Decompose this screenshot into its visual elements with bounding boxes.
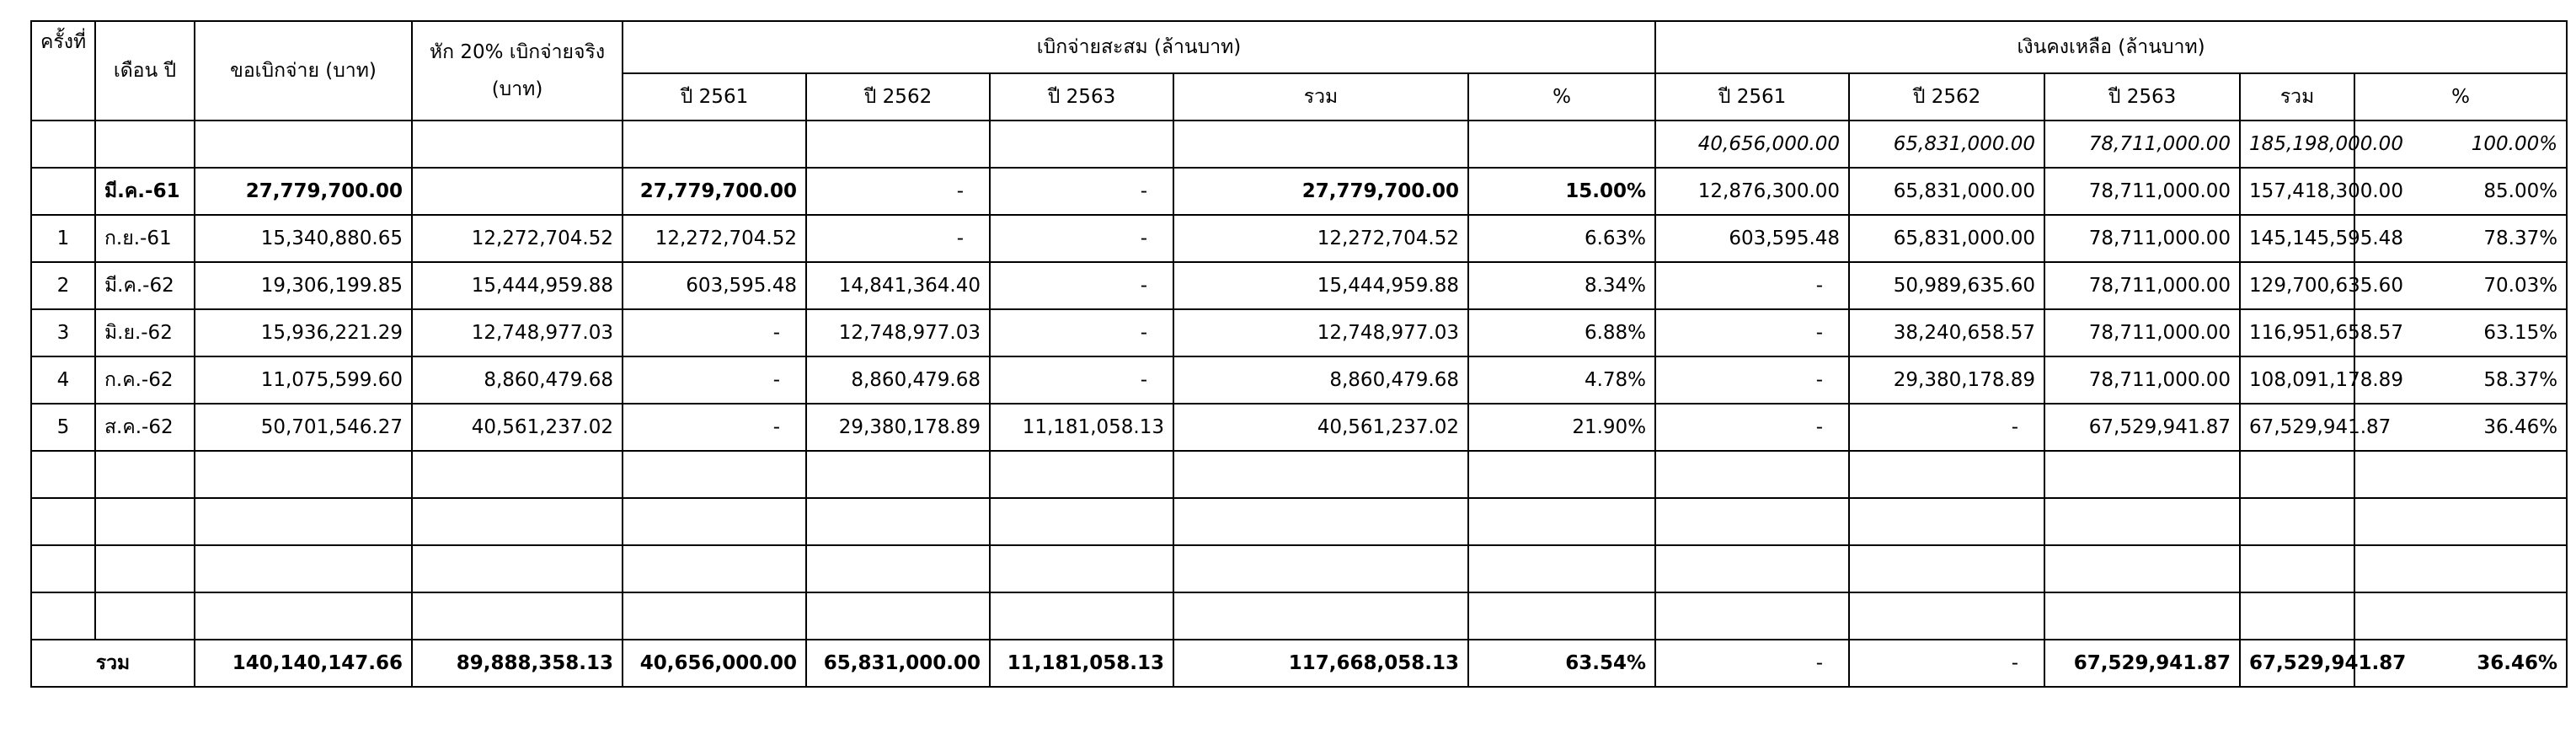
budget-rem-2563: 78,711,000.00 (2044, 121, 2240, 168)
header-cum-2562: ปี 2562 (806, 73, 990, 121)
row-cum-pct: 6.63% (1468, 215, 1655, 262)
empty-cell (623, 451, 806, 498)
row-rem-total: 116,951,658.57 (2240, 309, 2354, 356)
empty-cell (195, 498, 412, 545)
empty-cell (2044, 592, 2240, 640)
empty-cell (990, 121, 1173, 168)
empty-cell (806, 592, 990, 640)
header-rem-pct: % (2354, 73, 2567, 121)
total-requested: 140,140,147.66 (195, 640, 412, 687)
row-cum-2563: - (990, 356, 1173, 404)
row-rem-2563: 78,711,000.00 (2044, 215, 2240, 262)
row-cum-pct: 21.90% (1468, 404, 1655, 451)
empty-cell (31, 545, 95, 592)
empty-cell (31, 451, 95, 498)
row-rem-2561: - (1655, 309, 1849, 356)
header-month-year: เดือน ปี (95, 21, 195, 121)
row-month: ส.ค.-62 (95, 404, 195, 451)
empty-cell (2240, 592, 2354, 640)
row-requested: 50,701,546.27 (195, 404, 412, 451)
empty-cell (412, 545, 623, 592)
empty-cell (623, 592, 806, 640)
empty-cell (806, 545, 990, 592)
empty-cell (195, 451, 412, 498)
empty-cell (1468, 545, 1655, 592)
empty-cell (31, 592, 95, 640)
row-cum-2562: 14,841,364.40 (806, 262, 990, 309)
empty-cell (412, 121, 623, 168)
header-deducted (412, 21, 623, 121)
budget-rem-pct: 100.00% (2354, 121, 2567, 168)
row-cum-total: 15,444,959.88 (1173, 262, 1468, 309)
row-rem-pct: 70.03% (2354, 262, 2567, 309)
row-cum-2561: - (623, 356, 806, 404)
header-round: ครั้งที่ (31, 21, 95, 121)
row-rem-2561: - (1655, 404, 1849, 451)
empty-cell (1468, 121, 1655, 168)
header-requested: ขอเบิกจ่าย (บาท) (195, 21, 412, 121)
row-no: 4 (31, 356, 95, 404)
header-rem-2562: ปี 2562 (1849, 73, 2044, 121)
empty-cell (623, 121, 806, 168)
row-cum-total: 12,748,977.03 (1173, 309, 1468, 356)
advance-month: มี.ค.-61 (95, 168, 195, 215)
empty-cell (95, 592, 195, 640)
empty-cell (95, 498, 195, 545)
total-cum-total: 117,668,058.13 (1173, 640, 1468, 687)
advance-cum-2563: - (990, 168, 1173, 215)
empty-cell (1655, 545, 1849, 592)
empty-cell (2354, 451, 2567, 498)
empty-cell (2354, 592, 2567, 640)
row-cum-pct: 8.34% (1468, 262, 1655, 309)
budget-rem-2561: 40,656,000.00 (1655, 121, 1849, 168)
empty-cell (412, 592, 623, 640)
advance-cum-total: 27,779,700.00 (1173, 168, 1468, 215)
empty-cell (990, 451, 1173, 498)
header-cum-2561: ปี 2561 (623, 73, 806, 121)
empty-cell (806, 451, 990, 498)
budget-rem-total: 185,198,000.00 (2240, 121, 2354, 168)
budget-row (31, 121, 2567, 168)
advance-cum-2562: - (806, 168, 990, 215)
empty-cell (2044, 451, 2240, 498)
table-row (31, 215, 2567, 262)
disbursement-table (30, 20, 2568, 688)
advance-rem-2563: 78,711,000.00 (2044, 168, 2240, 215)
total-rem-2562: - (1849, 640, 2044, 687)
empty-cell (95, 545, 195, 592)
row-deducted: 40,561,237.02 (412, 404, 623, 451)
row-rem-2563: 78,711,000.00 (2044, 356, 2240, 404)
empty-row (31, 545, 2567, 592)
advance-row (31, 168, 2567, 215)
empty-cell (990, 498, 1173, 545)
empty-cell (1849, 545, 2044, 592)
row-rem-2563: 67,529,941.87 (2044, 404, 2240, 451)
row-rem-2562: - (1849, 404, 2044, 451)
empty-cell (806, 498, 990, 545)
row-rem-2561: 603,595.48 (1655, 215, 1849, 262)
row-cum-pct: 4.78% (1468, 356, 1655, 404)
header-cum-total: รวม (1173, 73, 1468, 121)
header-deducted-line1: หัก 20% เบิกจ่ายจริง (429, 41, 606, 63)
empty-cell (806, 121, 990, 168)
empty-cell (412, 451, 623, 498)
header-cum-pct: % (1468, 73, 1655, 121)
empty-cell (623, 498, 806, 545)
header-rem-total: รวม (2240, 73, 2354, 121)
empty-cell (31, 168, 95, 215)
empty-cell (1468, 592, 1655, 640)
row-no: 3 (31, 309, 95, 356)
header-rem-2563: ปี 2563 (2044, 73, 2240, 121)
empty-cell (2240, 545, 2354, 592)
row-rem-2562: 38,240,658.57 (1849, 309, 2044, 356)
row-requested: 15,340,880.65 (195, 215, 412, 262)
header-cumulative-group: เบิกจ่ายสะสม (ล้านบาท) (623, 21, 1655, 73)
row-cum-2562: - (806, 215, 990, 262)
row-cum-2561: 12,272,704.52 (623, 215, 806, 262)
empty-cell (2354, 498, 2567, 545)
empty-cell (1849, 498, 2044, 545)
advance-rem-total: 157,418,300.00 (2240, 168, 2354, 215)
empty-cell (95, 451, 195, 498)
empty-cell (1468, 498, 1655, 545)
empty-row (31, 498, 2567, 545)
total-cum-2561: 40,656,000.00 (623, 640, 806, 687)
advance-rem-2561: 12,876,300.00 (1655, 168, 1849, 215)
empty-cell (195, 545, 412, 592)
empty-cell (1173, 121, 1468, 168)
row-rem-2561: - (1655, 356, 1849, 404)
total-cum-pct: 63.54% (1468, 640, 1655, 687)
table-row (31, 404, 2567, 451)
row-deducted: 15,444,959.88 (412, 262, 623, 309)
total-rem-pct: 36.46% (2354, 640, 2567, 687)
table-row (31, 262, 2567, 309)
row-cum-2563: - (990, 262, 1173, 309)
empty-cell (623, 545, 806, 592)
empty-cell (412, 498, 623, 545)
row-cum-2561: 603,595.48 (623, 262, 806, 309)
empty-cell (1849, 592, 2044, 640)
row-rem-2563: 78,711,000.00 (2044, 262, 2240, 309)
header-rem-2561: ปี 2561 (1655, 73, 1849, 121)
row-cum-total: 8,860,479.68 (1173, 356, 1468, 404)
empty-cell (2240, 498, 2354, 545)
row-rem-total: 67,529,941.87 (2240, 404, 2354, 451)
total-rem-2563: 67,529,941.87 (2044, 640, 2240, 687)
row-rem-pct: 36.46% (2354, 404, 2567, 451)
advance-cum-pct: 15.00% (1468, 168, 1655, 215)
row-no: 2 (31, 262, 95, 309)
row-requested: 15,936,221.29 (195, 309, 412, 356)
empty-cell (1468, 451, 1655, 498)
row-cum-total: 40,561,237.02 (1173, 404, 1468, 451)
table-row (31, 356, 2567, 404)
row-cum-2561: - (623, 309, 806, 356)
row-requested: 11,075,599.60 (195, 356, 412, 404)
empty-cell (2044, 545, 2240, 592)
row-rem-total: 129,700,635.60 (2240, 262, 2354, 309)
total-rem-total: 67,529,941.87 (2240, 640, 2354, 687)
advance-rem-pct: 85.00% (2354, 168, 2567, 215)
header-cum-2563: ปี 2563 (990, 73, 1173, 121)
empty-cell (2354, 545, 2567, 592)
row-rem-2563: 78,711,000.00 (2044, 309, 2240, 356)
row-cum-2562: 12,748,977.03 (806, 309, 990, 356)
total-deducted: 89,888,358.13 (412, 640, 623, 687)
row-month: ก.ค.-62 (95, 356, 195, 404)
row-deducted: 8,860,479.68 (412, 356, 623, 404)
empty-cell (1173, 451, 1468, 498)
empty-cell (31, 121, 95, 168)
row-month: มี.ค.-62 (95, 262, 195, 309)
row-rem-2562: 50,989,635.60 (1849, 262, 2044, 309)
table-row (31, 309, 2567, 356)
header-row-1 (31, 21, 2567, 73)
empty-cell (1849, 451, 2044, 498)
row-cum-2562: 29,380,178.89 (806, 404, 990, 451)
empty-cell (195, 592, 412, 640)
row-rem-total: 145,145,595.48 (2240, 215, 2354, 262)
empty-cell (195, 121, 412, 168)
row-cum-pct: 6.88% (1468, 309, 1655, 356)
row-rem-pct: 78.37% (2354, 215, 2567, 262)
row-rem-pct: 58.37% (2354, 356, 2567, 404)
row-cum-2563: - (990, 215, 1173, 262)
total-rem-2561: - (1655, 640, 1849, 687)
row-rem-2562: 29,380,178.89 (1849, 356, 2044, 404)
empty-cell (1655, 592, 1849, 640)
advance-rem-2562: 65,831,000.00 (1849, 168, 2044, 215)
row-cum-2562: 8,860,479.68 (806, 356, 990, 404)
row-rem-2561: - (1655, 262, 1849, 309)
empty-cell (95, 121, 195, 168)
row-deducted: 12,272,704.52 (412, 215, 623, 262)
row-rem-2562: 65,831,000.00 (1849, 215, 2044, 262)
row-no: 1 (31, 215, 95, 262)
row-requested: 19,306,199.85 (195, 262, 412, 309)
advance-cum-2561: 27,779,700.00 (623, 168, 806, 215)
row-deducted: 12,748,977.03 (412, 309, 623, 356)
empty-cell (412, 168, 623, 215)
header-deducted-line2: (บาท) (491, 78, 543, 100)
row-cum-2563: 11,181,058.13 (990, 404, 1173, 451)
empty-cell (990, 545, 1173, 592)
budget-rem-2562: 65,831,000.00 (1849, 121, 2044, 168)
empty-cell (1173, 545, 1468, 592)
row-month: ก.ย.-61 (95, 215, 195, 262)
row-cum-total: 12,272,704.52 (1173, 215, 1468, 262)
row-cum-2561: - (623, 404, 806, 451)
empty-cell (2044, 498, 2240, 545)
total-cum-2563: 11,181,058.13 (990, 640, 1173, 687)
advance-requested: 27,779,700.00 (195, 168, 412, 215)
empty-row (31, 451, 2567, 498)
header-remaining-group: เงินคงเหลือ (ล้านบาท) (1655, 21, 2567, 73)
empty-cell (1173, 592, 1468, 640)
total-cum-2562: 65,831,000.00 (806, 640, 990, 687)
empty-cell (1655, 451, 1849, 498)
row-rem-total: 108,091,178.89 (2240, 356, 2354, 404)
total-row (31, 640, 2567, 687)
empty-cell (1173, 498, 1468, 545)
empty-cell (31, 498, 95, 545)
empty-cell (2240, 451, 2354, 498)
empty-row (31, 592, 2567, 640)
row-cum-2563: - (990, 309, 1173, 356)
empty-cell (990, 592, 1173, 640)
row-no: 5 (31, 404, 95, 451)
row-month: มิ.ย.-62 (95, 309, 195, 356)
row-rem-pct: 63.15% (2354, 309, 2567, 356)
empty-cell (1655, 498, 1849, 545)
total-label: รวม (31, 640, 195, 687)
